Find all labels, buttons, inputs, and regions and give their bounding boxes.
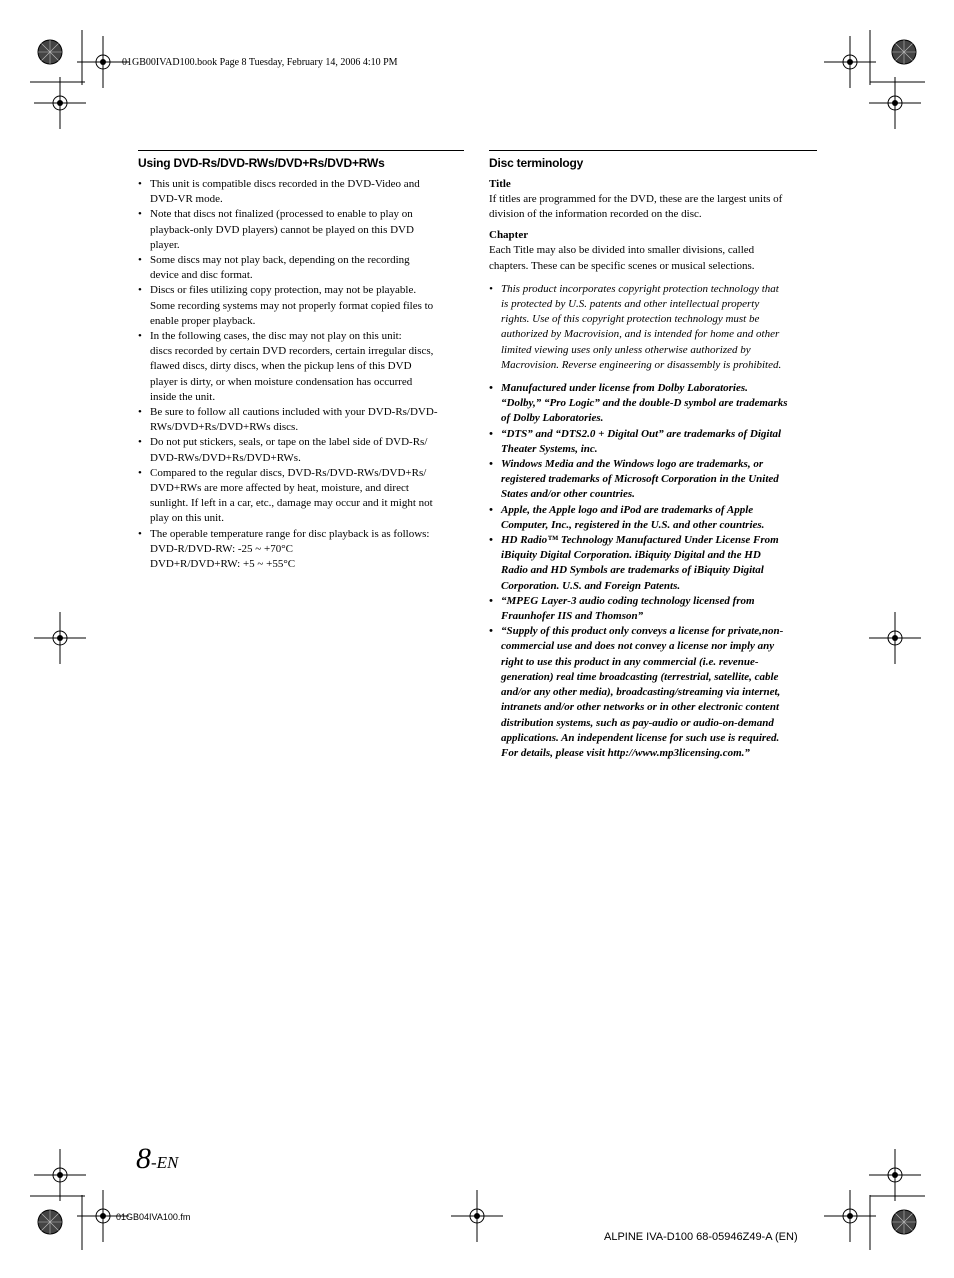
text-line: • Apple, the Apple logo and iPod are trademarks of Apple [501, 503, 754, 516]
print-header: 01GB00IVAD100.book Page 8 Tuesday, February 14, 2006 4:10 PM [122, 57, 398, 68]
registration-rosette [892, 1210, 916, 1234]
text-line: sunlight. If left in a car, etc., damage may occur and it might not [150, 497, 433, 510]
text-line: discs recorded by certain DVD recorders, certain irregular discs, [150, 345, 434, 358]
term-chapter-text [489, 243, 817, 273]
text-line: • Note that discs not finalized (processed to enable to play on [150, 208, 413, 221]
registration-crosshair [451, 1190, 503, 1242]
text-line: RWs/DVD+Rs/DVD+RWs discs. [150, 421, 299, 434]
text-line: • Discs or files utilizing copy protection, may not be playable. [150, 284, 417, 297]
list-item [138, 466, 464, 527]
registration-crosshair [869, 612, 921, 664]
text-line: registered trademarks of Microsoft Corporation in the United [501, 473, 779, 486]
left-column [138, 150, 464, 572]
text-line: intranets and/or other networks or in other electronic content [501, 701, 780, 714]
list-item [489, 594, 817, 624]
text-line: inside the unit. [150, 390, 216, 403]
registration-crosshair [869, 77, 921, 129]
list-item [489, 503, 817, 533]
text-line: Computer, Inc., registered in the U.S. and other countries. [501, 518, 765, 531]
text-line: • “MPEG Layer-3 audio coding technology licensed from [501, 594, 755, 607]
page-suffix: -EN [151, 1153, 179, 1172]
list-item [489, 427, 817, 457]
text-line: DVD+R/DVD+RW: +5 ~ +55°C [150, 558, 296, 571]
list-item [489, 533, 817, 594]
list-item [138, 405, 464, 435]
list-item [138, 253, 464, 283]
list-item [138, 207, 464, 253]
term-chapter-label: Chapter [489, 229, 529, 242]
text-line: player is dirty, or when moisture condensation has occurred [150, 375, 413, 388]
dvd-r-notes-list [138, 177, 464, 572]
term-title-text [489, 192, 817, 222]
text-line: of Dolby Laboratories. [501, 412, 604, 425]
section-heading-dvd-r: Using DVD-Rs/DVD-RWs/DVD+Rs/DVD+RWs [138, 150, 464, 170]
text-line: limited viewing uses only unless otherwise authorized by [501, 343, 751, 356]
text-line: • Windows Media and the Windows logo are trademarks, or [501, 458, 764, 471]
text-line: DVD+RWs are more affected by heat, moisture, and direct [150, 482, 409, 495]
registration-crosshair [869, 1149, 921, 1201]
list-item [489, 381, 817, 427]
text-line: • Do not put stickers, seals, or tape on the label side of DVD-Rs/ [150, 436, 428, 449]
page-number-block [136, 1142, 178, 1176]
text-line: Each Title may also be divided into smaller divisions, called [489, 244, 755, 257]
text-line: • “DTS” and “DTS2.0 + Digital Out” are trademarks of Digital [501, 427, 782, 440]
term-title-label: Title [489, 178, 511, 190]
text-line: For details, please visit http://www.mp3licensing.com.” [501, 746, 750, 759]
list-item [138, 329, 464, 405]
text-line: division of the information recorded on the disc. [489, 208, 702, 221]
text-line: Corporation. U.S. and Foreign Patents. [501, 579, 681, 592]
section-heading-disc-terminology: Disc terminology [489, 150, 817, 170]
text-line: • Some discs may not play back, depending on the recording [150, 254, 410, 267]
text-line: • HD Radio™ Technology Manufactured Under License From [501, 534, 779, 547]
registration-rosette [892, 40, 916, 64]
registration-crosshair [34, 612, 86, 664]
text-line: applications. An independent license for such use is required. [501, 731, 780, 744]
text-line: enable proper playback. [150, 314, 256, 327]
text-line: • The operable temperature range for disc playback is as follows: [150, 527, 430, 540]
footer-model-code: ALPINE IVA-D100 68-05946Z49-A (EN) [604, 1231, 798, 1243]
list-item [138, 283, 464, 329]
list-item [489, 282, 817, 373]
text-line: device and disc format. [150, 269, 253, 282]
text-line: player. [150, 238, 180, 251]
list-item [138, 177, 464, 207]
text-line: States and/or other countries. [501, 488, 635, 501]
text-line: Radio and HD Symbols are trademarks of iBiquity Digital [501, 564, 764, 577]
text-line: authorized by Macrovision, and is intended for home and other [501, 328, 780, 341]
text-line: • This product incorporates copyright protection technology that [501, 282, 779, 295]
text-line: commercial use and does not convey a license nor imply any [501, 640, 775, 653]
text-line: If titles are programmed for the DVD, these are the largest units of [489, 193, 783, 205]
registration-rosette [38, 1210, 62, 1234]
text-line: • Be sure to follow all cautions included with your DVD-Rs/DVD- [150, 406, 438, 419]
text-line: playback-only DVD players) cannot be played on this DVD [150, 223, 414, 236]
registration-rosette [38, 40, 62, 64]
print-footer-file: 01GB04IVA100.fm [116, 1212, 191, 1222]
text-line: play on this unit. [150, 512, 224, 525]
text-line: DVD-VR mode. [150, 193, 223, 206]
text-line: Fraunhofer IIS and Thomson” [501, 610, 644, 623]
list-item [138, 435, 464, 465]
copyright-notes-list [489, 282, 817, 373]
registration-crosshair [824, 36, 876, 88]
list-item [489, 624, 817, 761]
list-item [489, 457, 817, 503]
page-number: 8 [136, 1142, 151, 1175]
right-column [489, 150, 817, 761]
text-line: Some recording systems may not properly format copied files to [150, 299, 434, 312]
text-line: iBiquity Digital Corporation. iBiquity Digital and the HD [501, 549, 761, 562]
text-line: • Manufactured under license from Dolby Laboratories. [501, 382, 748, 395]
text-line: flawed discs, dirty discs, when the pickup lens of this DVD [150, 360, 412, 373]
text-line: generation) real time broadcasting (terrestrial, satellite, cable [501, 670, 779, 683]
registration-crosshair [34, 77, 86, 129]
trademark-notes-list [489, 381, 817, 761]
text-line: • “Supply of this product only conveys a license for private,non- [501, 625, 784, 638]
text-line: DVD-R/DVD-RW: -25 ~ +70°C [150, 542, 293, 555]
text-line: Macrovision. Reverse engineering or disassembly is prohibited. [501, 358, 782, 371]
text-line: • In the following cases, the disc may not play on this unit: [150, 330, 402, 343]
list-item [138, 527, 464, 573]
text-line: is protected by U.S. patents and other intellectual property [501, 298, 760, 311]
registration-crosshair [34, 1149, 86, 1201]
text-line: “Dolby,” “Pro Logic” and the double-D symbol are trademarks [501, 397, 788, 410]
registration-crosshair [824, 1190, 876, 1242]
text-line: right to use this product in any commercial (i.e. revenue- [501, 655, 759, 668]
text-line: DVD-RWs/DVD+Rs/DVD+RWs. [150, 451, 301, 464]
text-line: rights. Use of this copyright protection technology must be [501, 313, 760, 326]
text-line: and/or any other media), broadcasting/streaming via internet, [501, 686, 781, 699]
text-line: Theater Systems, inc. [501, 442, 598, 455]
text-line: chapters. These can be specific scenes or musical selections. [489, 259, 755, 272]
text-line: • This unit is compatible discs recorded in the DVD-Video and [150, 178, 420, 190]
text-line: • Compared to the regular discs, DVD-Rs/DVD-RWs/DVD+Rs/ [150, 466, 427, 479]
text-line: distribution systems, such as pay-audio or audio-on-demand [501, 716, 774, 729]
